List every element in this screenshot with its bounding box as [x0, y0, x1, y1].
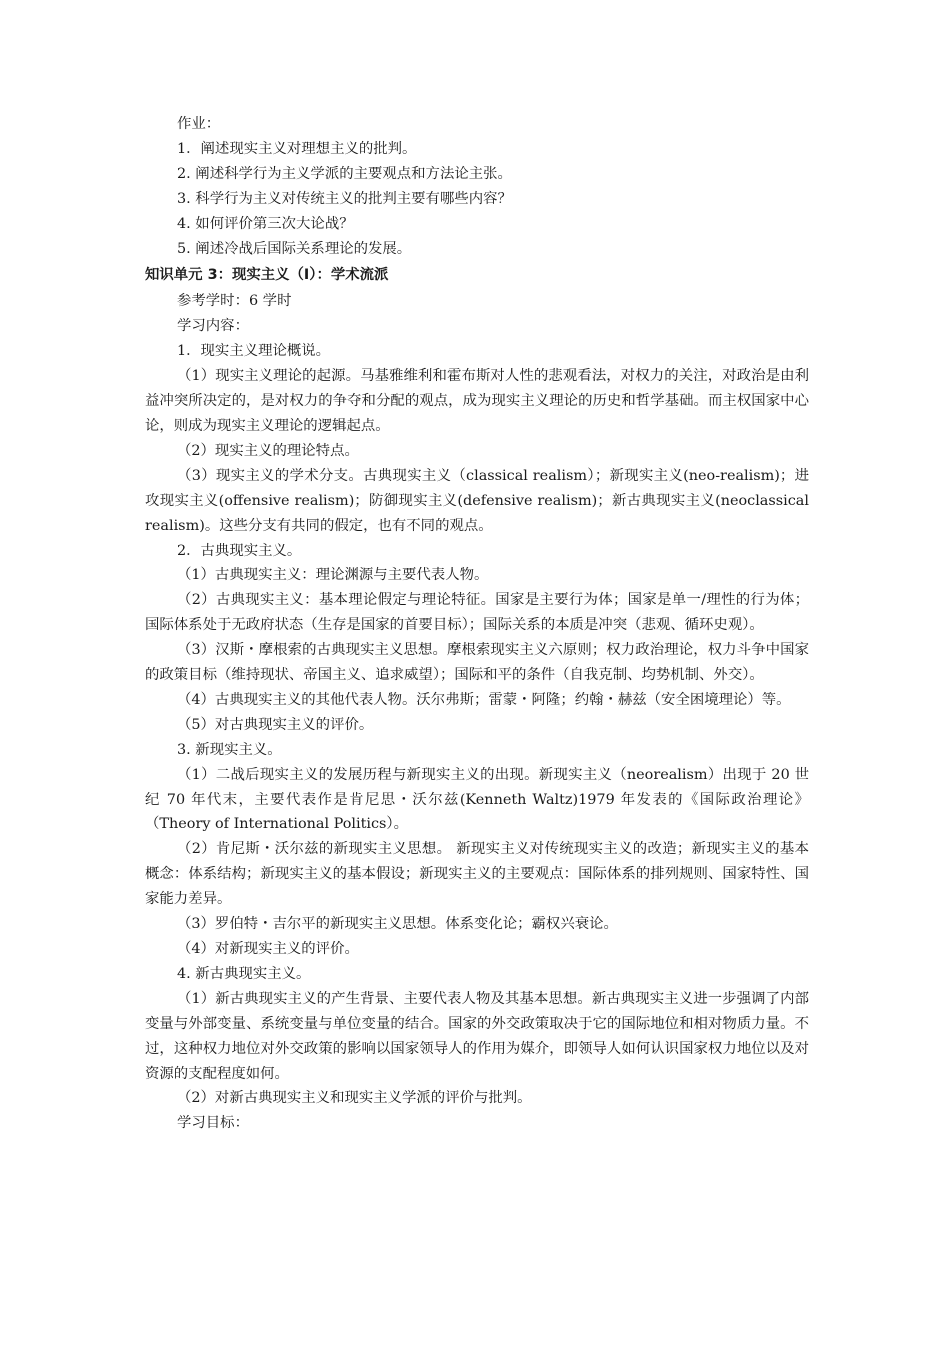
homework-item: 1．阐述现实主义对理想主义的批判。 — [177, 140, 417, 157]
paragraph: （1）古典现实主义：理论渊源与主要代表人物。 — [177, 567, 489, 584]
section-title: 4. 新古典现实主义。 — [177, 965, 311, 982]
paragraph: （3）罗伯特・吉尔平的新现实主义思想。体系变化论；霸权兴衰论。 — [177, 916, 618, 933]
section-title: 1．现实主义理论概说。 — [177, 343, 331, 360]
goals-label: 学习目标： — [177, 1115, 249, 1132]
paragraph: （3）汉斯・摩根索的古典现实主义思想。摩根索现实主义六原则；权力政治理论，权力斗争中国家的政策目标（维持现状、帝国主义、追求威望）；国际和平的条件（自我克制、均势机制、外交）。 — [145, 642, 809, 684]
homework-item: 2. 阐述科学行为主义学派的主要观点和方法论主张。 — [177, 165, 512, 182]
homework-item: 3. 科学行为主义对传统主义的批判主要有哪些内容？ — [177, 190, 512, 207]
paragraph: （1）新古典现实主义的产生背景、主要代表人物及其基本思想。新古典现实主义进一步强调了内部变量与外部变量、系统变量与单位变量的结合。国家的外交政策取决于它的国际地位和相对物质力量。不过，这种权力地位对外交政策的影响以国家领导人的作用为媒介，即领导人如何认识国家权力地位以及对资源的支配程度如何。 — [145, 990, 809, 1082]
paragraph: （1）现实主义理论的起源。马基雅维利和霍布斯对人性的悲观看法，对权力的关注，对政治是由利益冲突所决定的，是对权力的争夺和分配的观点，成为现实主义理论的历史和哲学基础。而主权国家中心论，则成为现实主义理论的逻辑起点。 — [145, 368, 809, 434]
paragraph: （5）对古典现实主义的评价。 — [177, 716, 374, 733]
paragraph: （2）肯尼斯・沃尔兹的新现实主义思想。 新现实主义对传统现实主义的改造；新现实主义的基本概念：体系结构；新现实主义的基本假设；新现实主义的主要观点：国际体系的排列规则、国家特性、国家能力差异。 — [145, 841, 809, 908]
reference-hours: 参考学时：6 学时 — [177, 293, 292, 310]
section-title: 2．古典现实主义。 — [177, 542, 302, 559]
paragraph: （2）对新古典现实主义和现实主义学派的评价与批判。 — [177, 1090, 532, 1107]
paragraph: （2）古典现实主义：基本理论假定与理论特征。国家是主要行为体；国家是单一/理性的行为体；国际体系处于无政府状态（生存是国家的首要目标）；国际关系的本质是冲突（悲观、循环史观）。 — [145, 592, 809, 634]
paragraph: （2）现实主义的理论特点。 — [177, 442, 359, 459]
paragraph: （1）二战后现实主义的发展历程与新现实主义的出现。新现实主义（neorealism）出现于 20 世纪 70 年代末，主要代表作是肯尼思・沃尔兹(Kenneth Waltz)1979 年发表的《国际政治理论》（Theory of International Politics）。 — [145, 766, 809, 833]
paragraph: （3）现实主义的学术分支。古典现实主义（classical realism）；新现实主义(neo-realism)；进攻现实主义(offensive realism)；防御现实主义(defensive realism)；新古典现实主义(neoclassical realism)。这些分支有共同的假定，也有不同的观点。 — [145, 467, 809, 534]
homework-item: 5. 阐述冷战后国际关系理论的发展。 — [177, 240, 412, 257]
unit-heading: 知识单元 3：现实主义（I）：学术流派 — [145, 267, 389, 284]
homework-label: 作业： — [177, 116, 221, 132]
paragraph: （4）古典现实主义的其他代表人物。沃尔弗斯；雷蒙・阿隆；约翰・赫兹（安全困境理论）等。 — [177, 691, 791, 708]
section-title: 3. 新现实主义。 — [177, 741, 282, 758]
document-page — [145, 112, 809, 1136]
paragraph: （4）对新现实主义的评价。 — [177, 941, 359, 957]
homework-item: 4. 如何评价第三次大论战？ — [177, 215, 354, 232]
content-label: 学习内容： — [177, 318, 249, 335]
